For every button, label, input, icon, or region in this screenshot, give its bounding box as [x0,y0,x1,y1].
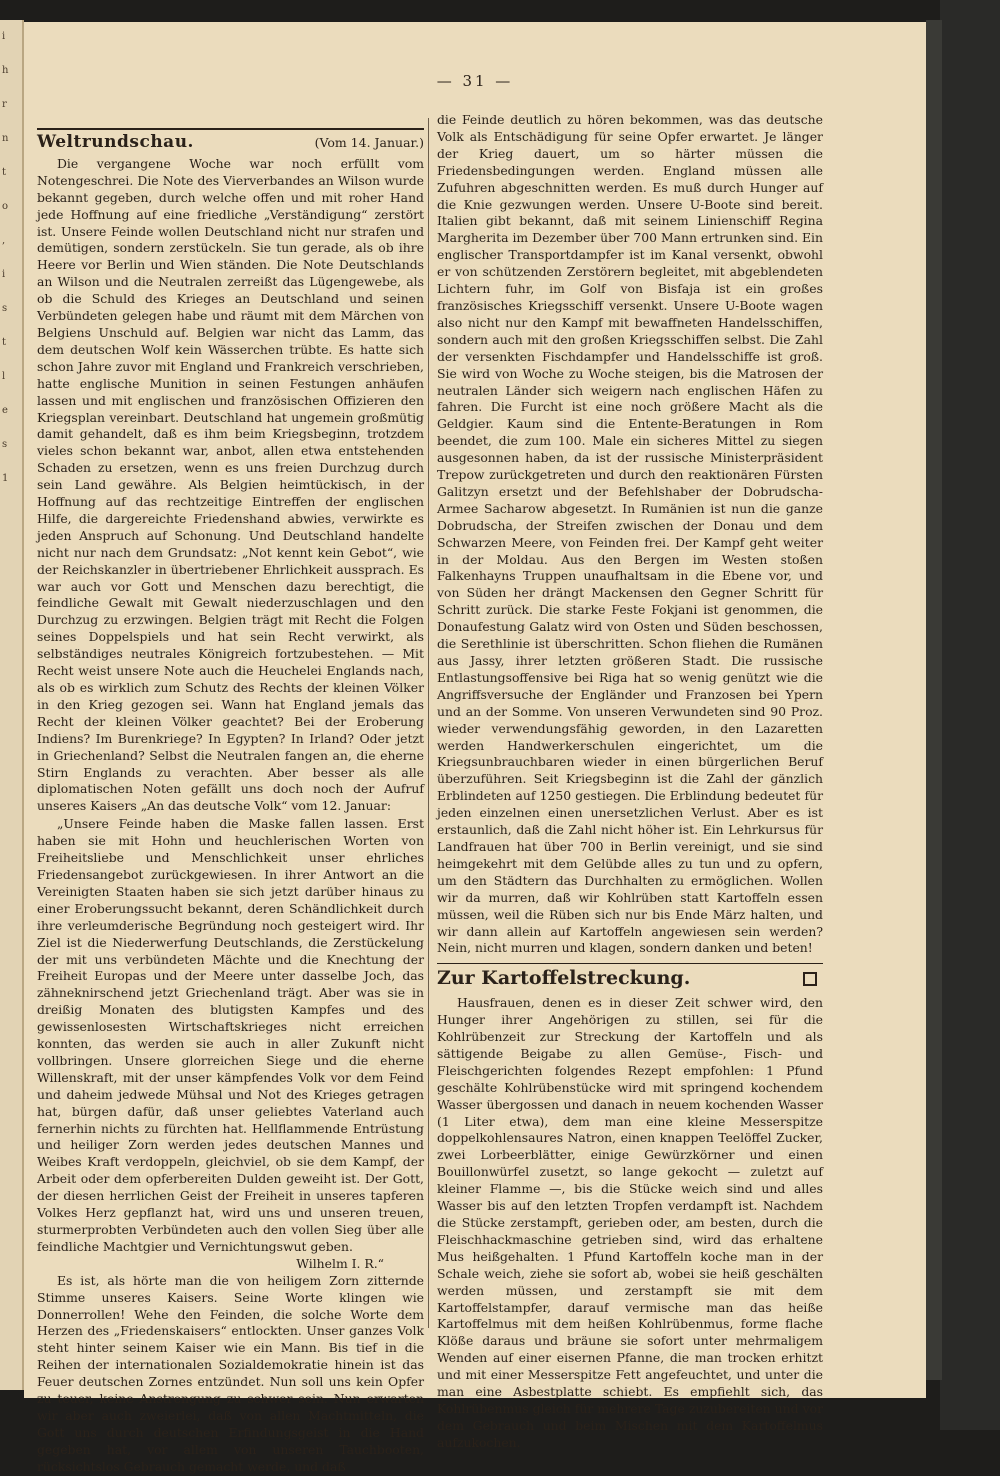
margin-letter: t [2,337,7,348]
right-column [437,112,823,1452]
margin-letter: s [2,303,8,314]
margin-letter: l [2,371,6,382]
square-ornament-icon [803,972,817,986]
kaiser-quote: „Unsere Feinde haben die Maske fallen lassen. Erst haben sie mit Hohn und heuchlerischen Worten von Freiheitsliebe und Menschlichkeit unser ehrliches Friedensangebot zurückgewiesen. In ihrer Antwort an die Vereinigten Staaten haben sie sich jetzt darüber hinaus zu einer Eroberungssucht bekannt, deren Schändlichkeit durch ihre verleumderische Begründung noch gesteigert wird. Ihr Ziel ist die Niederwerfung Deutschlands, die Zerstückelung der mit uns verbündeten Mächte und die Knechtung der Freiheit Europas und der Meere unter dasselbe Joch, das zähneknirschend jetzt Griechenland trägt. Aber was sie in dreißig Monaten des blutigsten Kampfes und des gewissenlosesten Wirtschaftskrieges nicht erreichen konnten, das werden sie auch in aller Zukunft nicht vollbringen. Unsere glorreichen Siege und die eherne Willenskraft, mit der unser kämpfendes Volk vor dem Feind und daheim jedwede Mühsal und Not des Krieges getragen hat, bürgen dafür, daß unser geliebtes Vaterland auch fernerhin nichts zu fürchten hat. Hellflammende Entrüstung und heiliger Zorn werden jedes deutschen Mannes und Weibes Kraft verdoppeln, gleichviel, ob sie dem Kampf, der Arbeit oder dem opferbereiten Dulden geweiht ist. Der Gott, der diesen herrlichen Geist der Freiheit in unseres tapferen Volkes Herz gepflanzt hat, wird uns und unseren treuen, sturmerprobten Verbündeten auch den vollen Sieg über alle feindliche Machtgier und Vernichtungswut geben. [37,816,424,1254]
article-continuation: die Feinde deutlich zu hören bekommen, was das deutsche Volk als Entschädigung für seine Opfer erwartet. Je länger der Krieg dauert, um so härter müssen die Friedensbedingungen werden. England müssen alle Zufuhren abgeschnitten werden. Es muß durch Hunger auf die Knie gezwungen werden. Unsere U-Boote sind bereit. Italien gibt bekannt, daß mit seinem Linienschiff Regina Margherita im Dezember über 700 Mann ertrunken sind. Ein englischer Transportdampfer ist im Kanal versenkt, obwohl er von schützenden Zerstörern begleitet, mit abgeblendeten Lichtern fuhr, im Golf von Bisfaja ist ein großes französisches Kriegsschiff versenkt. Unsere U-Boote wagen also nicht nur den Kampf mit bewaffneten Handelsschiffen, sondern auch mit den großen Kriegsschiffen selbst. Die Zahl der versenkten Fischdampfer und Handelsschiffe ist groß. Sie wird von Woche zu Woche steigen, bis die Matrosen der neutralen Länder sich weigern nach englischen Häfen zu fahren. Die Furcht ist eine noch größere Macht als die Geldgier. Kaum sind die Entente-Beratungen in Rom beendet, die zum 100. Male ein sicheres Mittel zu siegen ausgesonnen haben, da ist der russische Ministerpräsident Trepow zurückgetreten und durch den reaktionären Fürsten Galitzyn ersetzt und der Befehlshaber der Dobrudscha-Armee Sacharow abgesetzt. In Rumänien ist nun die ganze Dobrudscha, der Streifen zwischen der Donau und dem Schwarzen Meere, von Feinden frei. Der Kampf geht weiter in der Moldau. Aus den Bergen im Westen stoßen Falkenhayns Truppen unaufhaltsam in die Ebene vor, und von Süden her drängt Mackensen den Gegner Schritt für Schritt zurück. Die starke Feste Fokjani ist genommen, die Donaufestung Galatz wird von Osten und Süden beschossen, die Serethlinie ist überschritten. Schon fliehen die Rumänen aus Jassy, ihrer letzten größeren Stadt. Die russische Entlastungsoffensive bei Riga hat so wenig genützt wie die Angriffsversuche der Engländer und Franzosen bei Ypern und an der Somme. Von unseren Verwundeten sind 90 Proz. wieder verwendungsfähig geworden, in den Lazaretten werden Handwerkerschulen eingerichtet, um die Kriegsunbrauchbaren wieder in einen bürgerlichen Beruf überzuführen. Seit Kriegsbeginn ist die Zahl der gänzlich Erblindeten auf 1250 gestiegen. Die Erblindung bedeutet für jeden einzelnen einen unersetzlichen Verlust. Aber es ist erstaunlich, daß die Zahl nicht höher ist. Ein Lehrkursus für Landfrauen hat über 700 in Berlin vereinigt, und sie sind heimgekehrt mit dem Gelübde alles zu tun und zu opfern, um den Städtern das Durchhalten zu ermöglichen. Wollen wir da murren, daß wir Kohlrüben statt Kartoffeln essen müssen, weil die Rüben sich nur bis Ende März halten, und wir dann allein auf Kartoffeln angewiesen sein werden? Nein, nicht murren und klagen, sondern danken und beten! [437,112,823,956]
recipe-body: Hausfrauen, denen es in dieser Zeit schwer wird, den Hunger ihrer Angehörigen zu stillen, sei für die Kohlrübenzeit zur Streckung der Kartoffeln und als sättigende Beigabe zu allen Gemüse-, Fisch- und Fleischgerichten folgendes Rezept empfohlen: 1 Pfund geschälte Kohlrübenstücke wird mit springend kochendem Wasser übergossen und danach in neuem kochenden Wasser (1 Liter etwa), dem man eine kleine Messerspitze doppelkohlensaures Natron, einen knappen Teelöffel Zucker, zwei Lorbeerblätter, einige Gewürzkörner und einen Bouillonwürfel zusetzt, so lange gekocht — zuletzt auf kleiner Flamme —, bis die Stücke weich sind und alles Wasser bis auf den letzten Tropfen verdampft ist. Nachdem die Stücke zerstampft, gerieben oder, am besten, durch die Fleischhackmaschine getrieben sind, wird das erhaltene Mus heißgehalten. 1 Pfund Kartoffeln koche man in der Schale weich, ziehe sie sofort ab, wobei sie heiß geschälten werden müssen, und zerstampft sie mit dem Kartoffelstampfer, darauf vermische man das heiße Kartoffelmus mit dem heißen Kohlrübenmus, forme flache Klöße daraus und bräune sie sofort unter mehrmaligem Wenden auf einer eisernen Pfanne, die man trocken erhitzt und mit einer Messerspitze Fett angefeuchtet, und unter die man eine Asbestplatte schiebt. Es empfiehlt sich, das Kohlrübenmus gleich für mehrere Tage zuzubereiten und vor dem Gebrauch und beim Mischen mit dem Kartoffelmus aufzukochen. [437,995,823,1450]
binding-strip [926,20,942,1380]
margin-letter: e [2,405,8,416]
margin-letter: , [2,235,6,246]
previous-page-edge [0,20,24,1390]
quote-signature: Wilhelm I. R.“ [296,1255,384,1271]
article-closing: Es ist, als hörte man die von heiligem Zorn zitternde Stimme unseres Kaisers. Seine Worte klingen wie Donnerrollen! Wehe den Feinden, die solche Worte dem Herzen des „Friedenskaisers“ entlockten. Unser ganzes Volk steht hinter seinem Kaiser wie ein Mann. Bis tief in die Reihen der internationalen Sozialdemokratie hinein ist das Feuer deutschen Zornes entzündet. Nun soll uns kein Opfer zu teuer, keine Anstrengung zu schwer sein. Nun erwarten wir aber auch zweierlei, daß von allen Machtmitteln, die Gott uns durch deutschen Erfindungsgeist in die Hand gegeben hat, vor allem von unseren Tauchbooten, rücksichtslos Gebrauch gemacht werde, und daß [37,1272,424,1474]
margin-letter: h [2,65,9,76]
margin-letter: r [2,99,7,110]
recipe-heading [437,963,823,990]
margin-letter: o [2,201,9,212]
article-heading [37,134,424,152]
book-cover-edge [940,0,1000,1430]
recipe-title: Zur Kartoffelstreckung. [437,967,691,990]
margin-letter: i [2,269,6,280]
page-number: — 31 — [436,72,514,90]
margin-letter: i [2,31,6,42]
margin-letter: 1 [2,473,9,484]
left-column [37,112,424,1476]
margin-letter: s [2,439,8,450]
margin-letter: t [2,167,7,178]
article-dateline: (Vom 14. Januar.) [314,135,424,150]
column-divider [428,118,429,1328]
article-paragraph: Die vergangene Woche war noch erfüllt vom Notengeschrei. Die Note des Vierverbandes an Wilson wurde bekannt gegeben, durch welche offen und mit roher Hand jede Hoffnung auf eine friedliche „Verständigung“ zerstört ist. Unsere Feinde wollen Deutschland nicht nur strafen und demütigen, sondern zerstückeln. Sie tun gerade, als ob ihre Heere vor Berlin und Wien ständen. Die Note Deutschlands an Wilson und die Neutralen zerreißt das Lügengewebe, als ob die Schuld des Krieges an Deutschland und seinen Verbündeten gelegen habe und räumt mit dem Märchen von Belgiens Unschuld auf. Belgien war nicht das Lamm, das dem deutschen Wolf kein Wässerchen trübte. Es hatte sich schon Jahre zuvor mit England und Frankreich verschrieben, hatte englische Munition in seinen Festungen anhäufen lassen und mit englischen und französischen Offizieren den Kriegsplan vereinbart. Deutschland hat ungemein großmütig damit gehandelt, daß es ihm beim Kriegsbeginn, trotzdem vieles schon bekannt war, anbot, allen etwa entstehenden Schaden zu ersetzen, wenn es uns freien Durchzug durch sein Land gewähre. Als Belgien heimtückisch, in der Hoffnung auf das rechtzeitige Eintreffen der englischen Hilfe, die dargereichte Friedenshand abwies, verwirkte es jeden Anspruch auf Schonung. Und Deutschland handelte nicht nur nach dem Grundsatz: „Not kennt kein Gebot“, wie der Reichskanzler in übertriebener Ehrlichkeit aussprach. Es war auch vor Gott und Menschen dazu berechtigt, die feindliche Gewalt mit Gewalt niederzuschlagen und den Durchzug zu erzwingen. Belgien trägt mit Recht die Folgen seines Doppelspiels und hat sein Recht verwirkt, als selbständiges neutrales Königreich fortzubestehen. — Mit Recht weist unsere Note auch die Heuchelei Englands nach, als ob es wirklich zum Schutz des Rechts der kleinen Völker in den Krieg gezogen sei. Wann hat England jemals das Recht der kleinen Völker geachtet? Bei der Eroberung Indiens? Im Burenkriege? In Egypten? In Irland? Oder jetzt in Griechenland? Selbst die Neutralen fangen an, die eherne Stirn Englands zu verachten. Aber besser als alle diplomatischen Noten gefällt uns doch noch der Aufruf unseres Kaisers „An das deutsche Volk“ vom 12. Januar: [37,155,424,814]
margin-letter: n [2,133,9,144]
article-title: Weltrundschau. [37,132,194,152]
header-rule [37,128,424,130]
newspaper-page [24,22,926,1474]
